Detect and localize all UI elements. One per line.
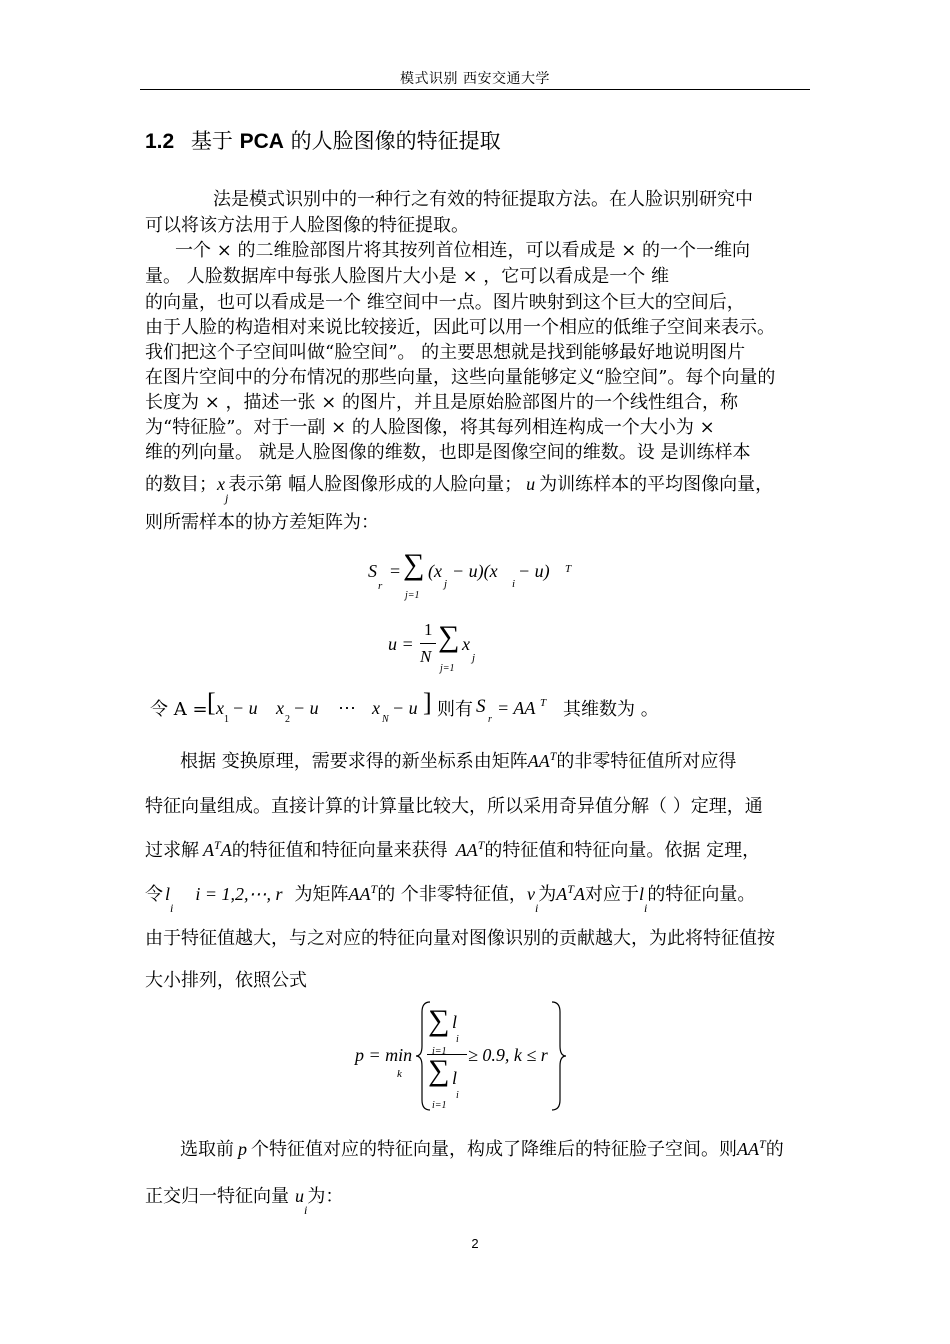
para2-line: 为“特征脸”。对于一副 × 的人脸图像，将其每列相连构成一个大小为 ×	[145, 417, 715, 438]
section-number: 1.2	[145, 130, 175, 153]
para2-line: 在图片空间中的分布情况的那些向量，这些向量能够定义“脸空间”。每个向量的	[145, 367, 776, 388]
document-page: 模式识别 西安交通大学 1.2 基于 PCA 的人脸图像的特征提取 法是模式识别中的一种行之有效的特征提取方法。在人脸识别研究中 可以将该方法用于人脸图像的特征提取。 一个 × 的二维脸部图片将其按列首位相连，可以看成是 × 的一个一维向 量。 人脸数据库中每张人脸图片大小是 × ，它可以看成是一个 维 的向量，也可以看成是一个 维空间中一点。图片映射到这个巨大的空间后， 由于人脸的构造相对来说比较接近，因此可以用一个相应的低维子空间来表示。 我们把这个子空间叫做“脸空间”。 的主要思想就是找到能够最好地说明图片 在图片空间中的分布情况的那些向量，这些向量能够定义“脸空间”。每个向量的 长度为 × ，描述一张 × 的图片，并且是原始脸部图片的一个线性组合，称 为“特征脸”。对于一副 × 的人脸图像，将其每列相连构成一个大小为 × 维的列向量。 就是人脸图像的维数，也即是图像空间的维数。设 是训练样本 的数目；$x_j$表示第 幅人脸图像形成的人脸向量； u 为训练样本的平均图像向量， 则所需样本的协方差矩阵为： S r = ∑ (x j − u)(x i − u) T j=1 u = 1 N ∑ x j j=1 令 A = [ x 1 − u x 2 − u ⋯ x N − u ] 则有 S r = AA T 其维数为 。 根据 变换原理，需要求得的新坐标系由矩阵$AA^T$的非零特征值所对应得 特征向量组成。直接计算的计算量比较大，所以采用奇异值分解（ ）定理，通 过求解 $A^TA$的特征值和特征向量来获得 $AA^T$的特征值和特征向量。依据 定理， 令 $l_ii$ = 1,2,⋯, r 为矩阵$AA^T$的 个非零特征值，$v_i$为$A^TA$对应于$l_i$的特征向量。 由于特征值越大，与之对应的特征向量对图像识别的贡献越大，为此将特征值按 大小排列，依照公式 p = min k ∑ l i i=1 ∑ l i i=1 ≥ 0.9, k ≤ r 选取前 p 个特征值对应的特征向量，构成了降维后的特征脸子空间。则$AA^T$的 正交归一特征向量 $u_i$为： 2	[0, 0, 950, 1344]
para2-line: 量。 人脸数据库中每张人脸图片大小是 × ，它可以看成是一个 维	[145, 266, 669, 287]
section-title-b: 的人脸图像的特征提取	[290, 129, 501, 153]
header-rule	[140, 89, 810, 90]
para1-line: 可以将该方法用于人脸图像的特征提取。	[145, 215, 469, 236]
para3-line-1: 根据 变换原理，需要求得的新坐标系由矩阵$AA^T$的非零特征值所对应得	[180, 749, 737, 772]
para2-line: 由于人脸的构造相对来说比较接近，因此可以用一个相应的低维子空间来表示。	[145, 317, 775, 338]
para3-line-3: 过求解 $A^TA$的特征值和特征向量来获得 $AA^T$的特征值和特征向量。依据 定理，	[145, 838, 761, 861]
para2-line: 的向量，也可以看成是一个 维空间中一点。图片映射到这个巨大的空间后，	[145, 292, 745, 313]
para2-line: 一个 × 的二维脸部图片将其按列首位相连，可以看成是 × 的一个一维向	[175, 240, 751, 261]
para3-line-6: 大小排列，依照公式	[145, 970, 307, 991]
running-header: 模式识别 西安交通大学	[400, 71, 550, 87]
para1-line: 法是模式识别中的一种行之有效的特征提取方法。在人脸识别研究中	[213, 189, 753, 210]
right-brace-icon	[548, 1000, 568, 1112]
fraction-bar	[420, 643, 436, 644]
section-title	[145, 125, 501, 155]
para4-line-1: 选取前 p 个特征值对应的特征向量，构成了降维后的特征脸子空间。则$AA^T$的	[180, 1137, 784, 1160]
para3-line-2: 特征向量组成。直接计算的计算量比较大，所以采用奇异值分解（ ）定理，通	[145, 796, 763, 817]
para2-line: 长度为 × ，描述一张 × 的图片，并且是原始脸部图片的一个线性组合，称	[145, 392, 739, 413]
para2-end-line: 则所需样本的协方差矩阵为：	[145, 512, 379, 533]
section-title-en: PCA	[239, 130, 284, 153]
para3-line-5: 由于特征值越大，与之对应的特征向量对图像识别的贡献越大，为此将特征值按	[145, 928, 775, 949]
para3-line-4: 令 $l_ii$ = 1,2,⋯, r 为矩阵$AA^T$的 个非零特征值，$v_i$为$A^TA$对应于$l_i$的特征向量。	[145, 882, 756, 915]
page-number: 2	[471, 1236, 479, 1251]
para2-line: 维的列向量。 就是人脸图像的维数，也即是图像空间的维数。设 是训练样本	[145, 442, 751, 463]
para2-line: 我们把这个子空间叫做“脸空间”。 的主要思想就是找到能够最好地说明图片	[145, 342, 746, 363]
section-title-a: 基于	[190, 129, 233, 153]
para4-line-2: 正交归一特征向量 $u_i$为：	[145, 1186, 344, 1217]
para2-last-line: 的数目；$x_j$表示第 幅人脸图像形成的人脸向量； u 为训练样本的平均图像向量，	[145, 474, 774, 505]
